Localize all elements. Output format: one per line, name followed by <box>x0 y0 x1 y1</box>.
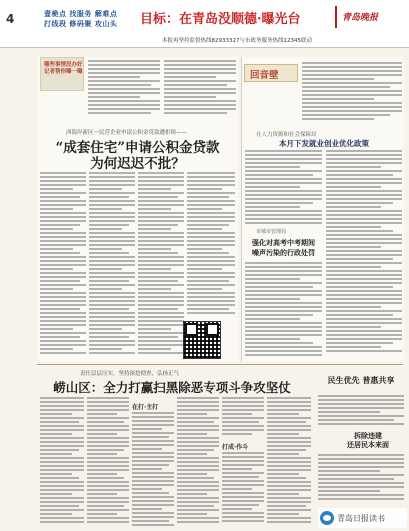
right-kicker-1: 在人力资源和社会保障局 <box>256 132 317 138</box>
bottom-headline: 崂山区：全力打赢扫黑除恶专项斗争攻坚仗 <box>53 380 291 395</box>
left-body-col-2 <box>89 172 135 360</box>
masthead <box>0 0 409 48</box>
logo-text: 青岛晚报 <box>342 13 379 23</box>
banner <box>140 8 330 32</box>
bottom-body-col-3 <box>132 412 174 528</box>
bottom-body-col-6 <box>267 397 311 527</box>
left-top-body <box>164 60 236 118</box>
bottom-right-headline-2 <box>334 432 402 450</box>
slogan-line-2: 打线段 修码聚 攻山头 <box>44 20 118 28</box>
bottom-body-col-1 <box>40 397 84 527</box>
bottom-right-body-2 <box>318 454 404 506</box>
watermark-text: 青岛日报读书 <box>337 514 385 523</box>
left-article-headline-1: “成套住宅”申请公积金贷款 <box>55 140 220 156</box>
right-body-2 <box>245 262 322 358</box>
newspaper-logo <box>335 6 405 28</box>
right-headline-2b: 噪声污染的行政处罚 <box>252 249 315 257</box>
echo-wall-label: 回音壁 <box>250 70 279 81</box>
bottom-body-col-5a <box>222 397 264 439</box>
qr-code <box>183 321 221 359</box>
left-article-headline-2: 为何迟迟不批？ <box>90 156 185 172</box>
right-body-1a <box>245 150 322 226</box>
bottom-subhead-2: 打成·作斗 <box>222 444 249 451</box>
right-top-body <box>302 62 402 122</box>
echo-wall-banner <box>244 64 298 82</box>
page-number: 4 <box>6 12 15 26</box>
right-headline-1: 本月下发就业创业优化政策 <box>279 139 369 148</box>
promo-box <box>40 57 84 91</box>
promo-body <box>88 60 160 118</box>
bottom-subhead-1: 在打·主打 <box>132 404 159 411</box>
wechat-icon <box>320 511 334 525</box>
right-kicker-2: 市城市管理局 <box>256 229 287 235</box>
bottom-body-col-4 <box>177 397 219 527</box>
left-body-col-3 <box>138 172 184 360</box>
bottom-right-headline: 民生优先 普惠共享 <box>327 376 395 385</box>
right-headline-2a: 强化对高考中考期间 <box>252 239 315 247</box>
left-body-col-4 <box>187 172 235 318</box>
bottom-body-col-5b <box>222 452 264 527</box>
banner-title: 目标：在青岛没顺德·曝光台 <box>140 12 301 27</box>
bottom-kicker: 责任层层压实，坚持深挖彻查，弘扬正气 <box>80 371 180 377</box>
bottom-right-headline-2b: 还居民本来面 <box>347 441 389 449</box>
slogan-line-1: 壹桅点 找服务 解难点 <box>44 10 118 18</box>
hotline-line: 本报再坚持监督热线82933327与市政务服务热线12345联动 <box>162 38 312 44</box>
bottom-right-body-1 <box>318 395 404 429</box>
section-divider <box>37 364 403 365</box>
right-body-1b <box>326 150 402 356</box>
bottom-body-col-2 <box>87 397 129 527</box>
promo-text: 哪些事情没办好 记者帮你曝一曝 <box>44 62 83 75</box>
left-body-col-1 <box>40 172 86 360</box>
bottom-right-headline-2a: 拆除违建 <box>354 432 382 440</box>
left-article-kicker: 西海岸新区一民营企业申请公积金贷款遭拒续—— <box>66 130 188 136</box>
